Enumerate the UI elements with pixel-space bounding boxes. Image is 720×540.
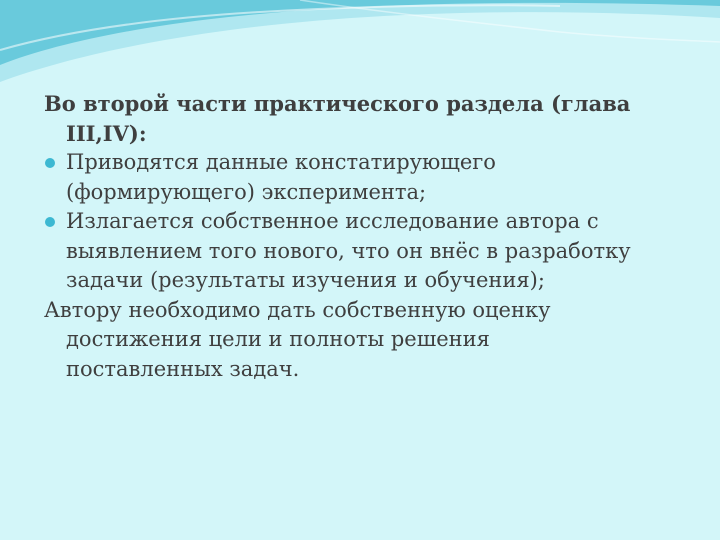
closing-paragraph-line-3: поставленных задач. <box>66 356 300 381</box>
bullet-item-1-line-1: Приводятся данные констатирующего <box>66 150 496 174</box>
bullet-dot-icon <box>45 217 55 227</box>
bullet-item-1-line-2: (формирующего) эксперимента; <box>66 179 427 204</box>
bullet-item-2-line-1: Излагается собственное исследование автора с <box>66 209 599 233</box>
intro-heading <box>44 89 684 148</box>
intro-heading-line-1: Во второй части практического раздела (глава <box>44 91 631 116</box>
closing-paragraph <box>44 296 684 385</box>
closing-paragraph-line-1: Автору необходимо дать собственную оценку <box>44 297 551 322</box>
closing-paragraph-line-2: достижения цели и полноты решения <box>66 327 490 351</box>
bullet-item-2-line-3: задачи (результаты изучения и обучения); <box>66 268 545 292</box>
bullet-item-1 <box>44 148 684 207</box>
slide-body <box>44 89 684 384</box>
bullet-item-2-line-2: выявлением того нового, что он внёс в разработку <box>66 238 631 263</box>
bullet-dot-icon <box>45 158 55 168</box>
bullet-item-2 <box>44 207 684 296</box>
intro-heading-line-2: III,IV): <box>66 120 147 146</box>
header-wave-decoration <box>0 0 720 95</box>
